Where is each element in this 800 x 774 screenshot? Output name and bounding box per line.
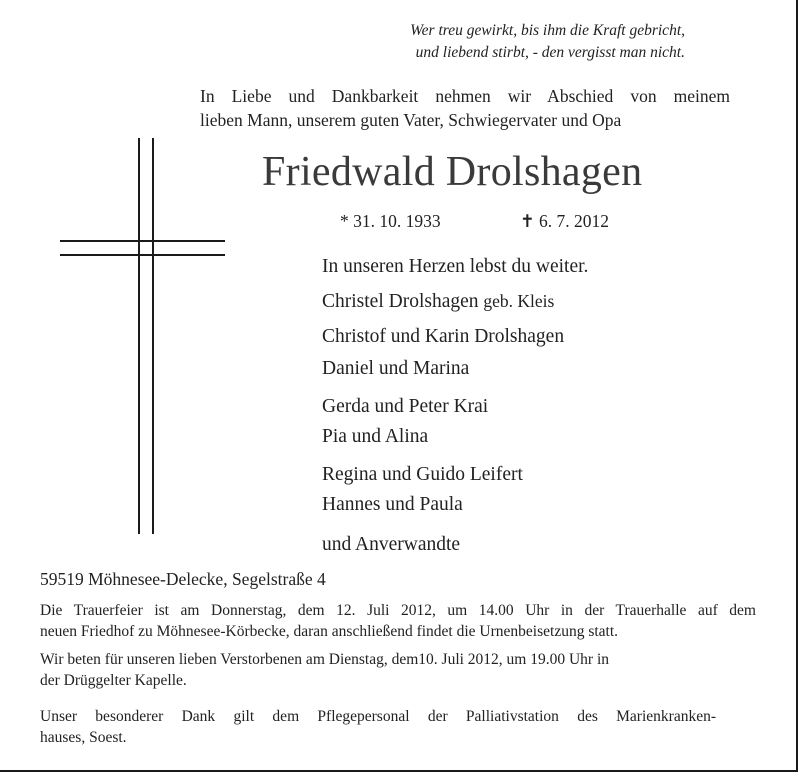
- paragraph-line: der Drüggelter Kapelle.: [40, 672, 187, 689]
- prayer-paragraph: [40, 649, 756, 691]
- family-motto: In unseren Herzen lebst du weiter.: [322, 256, 589, 277]
- wife-name: Christel Drolshagen: [322, 291, 479, 312]
- family-member: Pia und Alina: [322, 426, 429, 447]
- family-wife: [322, 284, 554, 319]
- deceased-name: Friedwald Drolshagen: [262, 149, 643, 195]
- family-member: Christof und Karin Drolshagen: [322, 326, 565, 347]
- family-member: Regina und Guido Leifert: [322, 464, 523, 485]
- poem-line: und liebend stirbt, - den vergisst man nicht.: [415, 44, 685, 61]
- address: 59519 Möhnesee-Delecke, Segelstraße 4: [40, 569, 326, 589]
- wife-maiden-name: geb. Kleis: [483, 291, 555, 311]
- family-closing: und Anverwandte: [322, 534, 461, 555]
- paragraph-line: hauses, Soest.: [40, 729, 127, 746]
- birth-date: * 31. 10. 1933: [340, 211, 441, 231]
- intro-line: In Liebe und Dankbarkeit nehmen wir Abschied von meinem: [200, 86, 730, 106]
- paragraph-line: Unser besonderer Dank gilt dem Pflegepersonal der Palliativstation des Marienkranken-: [40, 708, 716, 725]
- intro-line: lieben Mann, unserem guten Vater, Schwiegervater und Opa: [200, 110, 622, 130]
- paragraph-line: neuen Friedhof zu Möhnesee-Körbecke, daran anschließend findet die Urnenbeisetzung statt.: [40, 623, 619, 640]
- death-date: ✝ 6. 7. 2012: [520, 211, 610, 231]
- poem-line: Wer treu gewirkt, bis ihm die Kraft gebricht,: [410, 22, 685, 39]
- family-member: Gerda und Peter Krai: [322, 396, 489, 417]
- paragraph-line: Wir beten für unseren lieben Verstorbenen am Dienstag, dem10. Juli 2012, um 19.00 Uhr in: [40, 651, 610, 668]
- cross-icon: [60, 138, 225, 534]
- poem: [340, 20, 685, 64]
- ceremony-paragraph: [40, 600, 756, 642]
- family-member: Daniel und Marina: [322, 358, 470, 379]
- family-member: Hannes und Paula: [322, 494, 463, 515]
- paragraph-line: Die Trauerfeier ist am Donnerstag, dem 12. Juli 2012, um 14.00 Uhr in der Trauerhalle auf dem: [40, 602, 756, 619]
- thanks-paragraph: [40, 706, 716, 748]
- intro-text: [200, 84, 730, 132]
